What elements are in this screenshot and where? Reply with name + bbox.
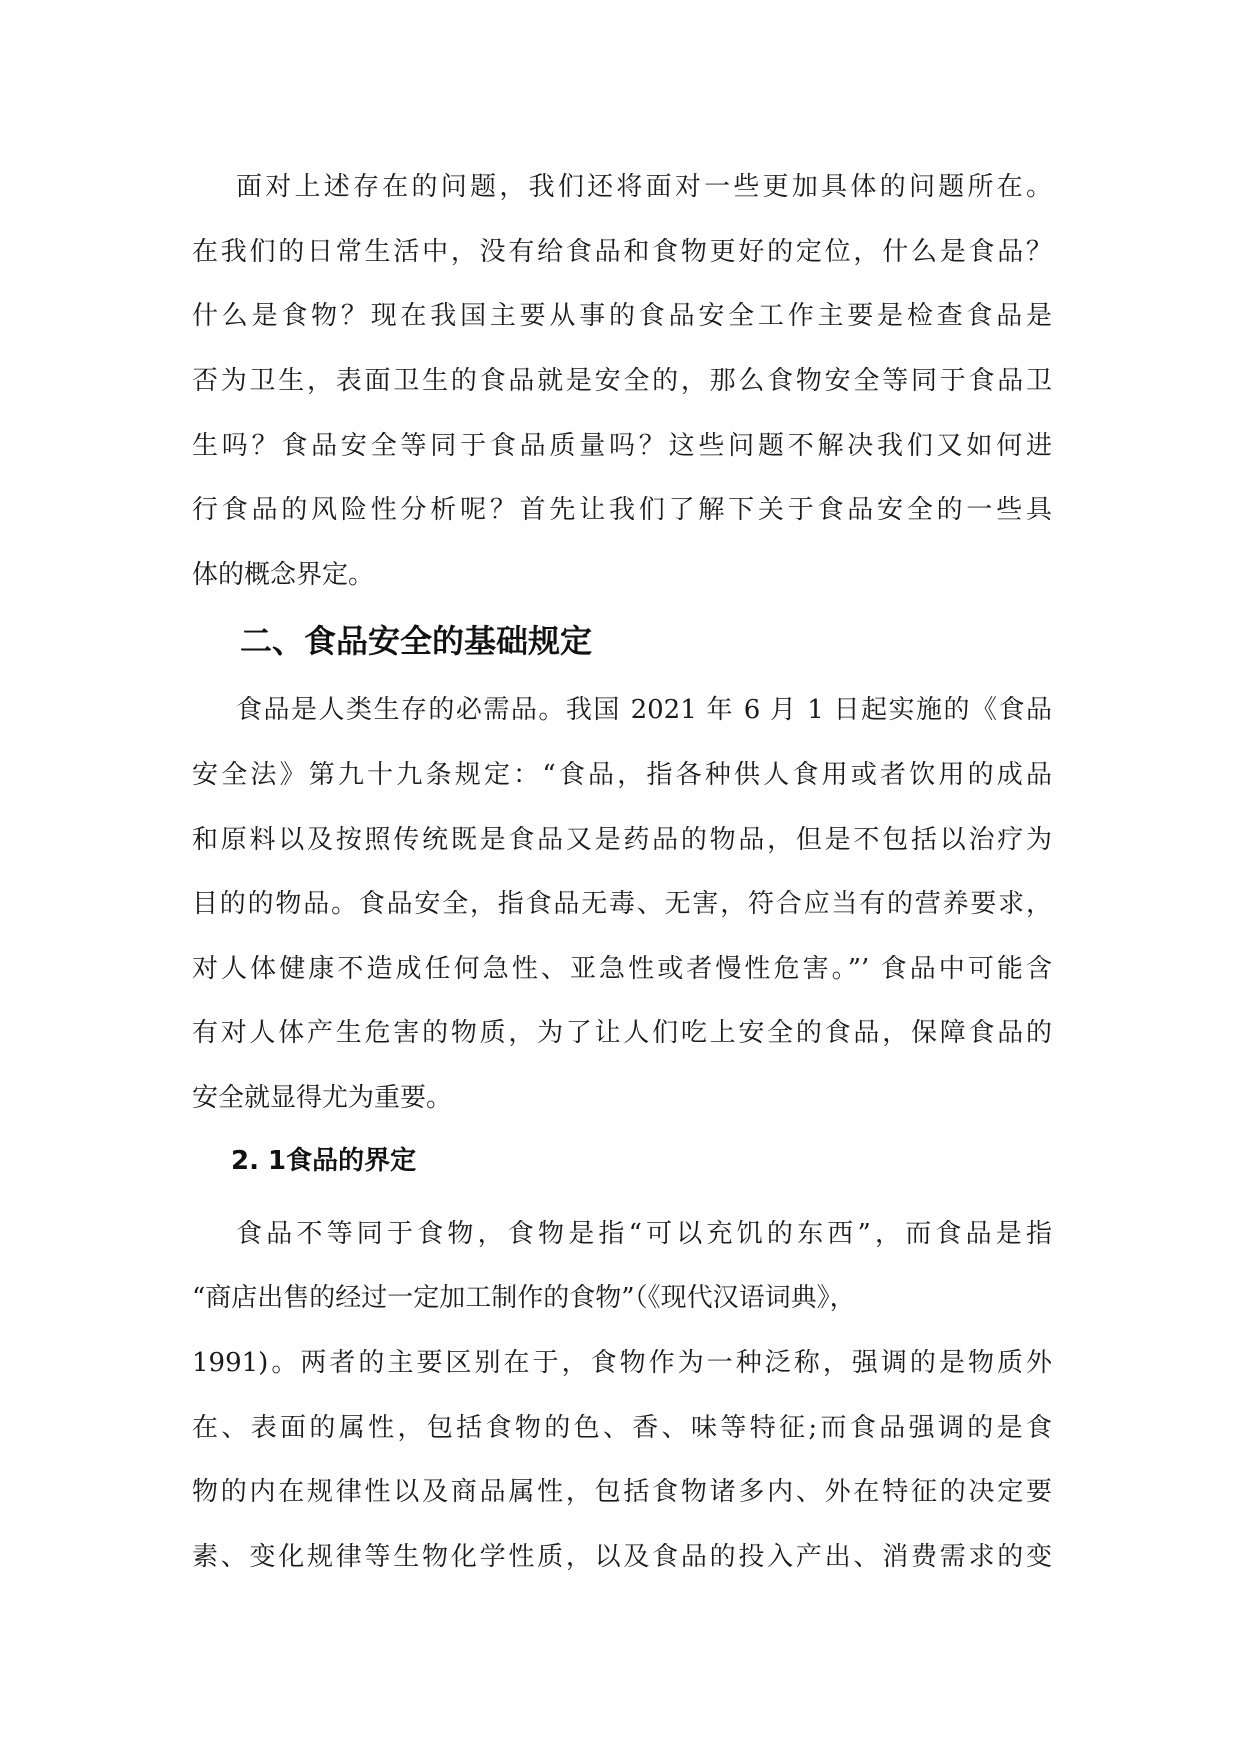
- paragraph-line: 食品是人类生存的必需品。我国 2021 年 6 月 1 日起实施的《食品: [236, 695, 1052, 725]
- paragraph-line: 否为卫生，表面卫生的食品就是安全的，那么食物安全等同于食品卫: [192, 366, 1052, 396]
- paragraph-line: 目的的物品。食品安全，指食品无毒、无害，符合应当有的营养要求，: [192, 889, 1052, 919]
- paragraph-line: 对人体健康不造成任何急性、亚急性或者慢性危害。”’ 食品中可能含: [192, 954, 1052, 984]
- paragraph-line: 在、表面的属性，包括食物的色、香、味等特征;而食品强调的是食: [192, 1413, 1052, 1443]
- paragraph-line: 1991)。两者的主要区别在于，食物作为一种泛称，强调的是物质外: [192, 1348, 1052, 1378]
- subsection-heading: 2. 1食品的界定: [231, 1146, 417, 1176]
- paragraph-line: 行食品的风险性分析呢？首先让我们了解下关于食品安全的一些具: [192, 495, 1052, 525]
- paragraph-line: 体的概念界定。: [192, 560, 375, 590]
- paragraph-line: 食品不等同于食物，食物是指“可以充饥的东西”，而食品是指: [236, 1219, 1052, 1249]
- paragraph-line: 物的内在规律性以及商品属性，包括食物诸多内、外在特征的决定要: [192, 1477, 1052, 1507]
- paragraph-line: “商店出售的经过一定加工制作的食物”（《现代汉语词典》，: [192, 1283, 856, 1313]
- paragraph-line: 在我们的日常生活中，没有给食品和食物更好的定位，什么是食品？: [192, 237, 1052, 267]
- paragraph-line: 什么是食物？现在我国主要从事的食品安全工作主要是检查食品是: [192, 301, 1052, 331]
- paragraph-line: 和原料以及按照传统既是食品又是药品的物品，但是不包括以治疗为: [192, 825, 1052, 855]
- paragraph-line: 素、变化规律等生物化学性质，以及食品的投入产出、消费需求的变: [192, 1542, 1052, 1572]
- paragraph-line: 安全就显得尤为重要。: [192, 1083, 453, 1113]
- paragraph-line: 生吗？食品安全等同于食品质量吗？这些问题不解决我们又如何进: [192, 431, 1052, 461]
- paragraph-line: 安全法》第九十九条规定：“食品，指各种供人食用或者饮用的成品: [192, 760, 1052, 790]
- section-heading: 二、食品安全的基础规定: [240, 622, 593, 660]
- paragraph-line: 有对人体产生危害的物质，为了让人们吃上安全的食品，保障食品的: [192, 1018, 1052, 1048]
- paragraph-line: 面对上述存在的问题，我们还将面对一些更加具体的问题所在。: [236, 172, 1052, 202]
